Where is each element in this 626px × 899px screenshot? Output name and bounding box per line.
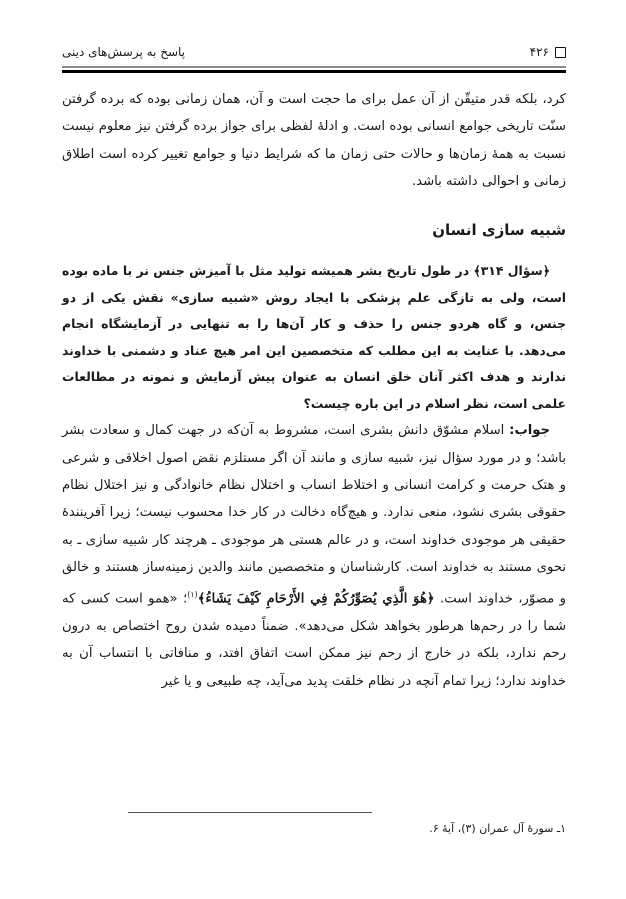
answer-label: جواب: <box>509 423 550 439</box>
section-heading: شبیه سازی انسان <box>432 221 566 240</box>
page-number: ۴۲۶ <box>529 45 549 59</box>
footnote: ۱ـ سورهٔ آل عمران (۳)، آیهٔ ۶. <box>429 822 566 835</box>
footnote-separator <box>128 812 372 813</box>
question-paragraph <box>62 258 566 417</box>
quran-verse: ﴿هُوَ الَّذِي يُصَوِّرُكُمْ فِي الأَرْحَامِ كَيْفَ يَشَاءُ﴾ <box>197 591 435 607</box>
running-header <box>62 42 566 62</box>
question-label: ﴿سؤال ۳۱۴﴾ <box>473 263 550 279</box>
answer-paragraph <box>62 417 566 694</box>
footnote-reference[interactable]: (۱) <box>187 590 198 600</box>
page-body <box>62 86 566 695</box>
question-text: در طول تاریخ بشر همیشه تولید مثل با آمیزش جنس نر با ماده بوده است، ولی به تازگی علم پزشکی با ایجاد روش «شبیه سازی» نقش یکی از دو جنس، و گاه هردو جنس را حذف و کار آن‌ها را به تنهایی در آزمایشگاه انجام می‌دهد. با عنایت به این مطلب که متخصصین این امر هیچ عناد و دشمنی با خداوند ندارند و هدف اکثر آنان خلق انسان به عنوان پیش آزمایش و نمونه در مطالعات علمی است، نظر اسلام در این باره چیست؟ <box>62 263 566 411</box>
answer-text-2: ؛ «همو است کسی که شما را در رحم‌ها هرطور بخواهد شکل می‌دهد». ضمناً دمیده شدن روح اختصاص به درون رحم ندارد، بلکه در خارج از رحم نیز ممکن است اتفاق افتد، و منافاتی با انتساب آن به خداوند ندارد؛ زیرا تمام آنچه در نظام خلقت پدید می‌آید، چه طبیعی و یا غیر <box>62 591 566 689</box>
answer-text-1: اسلام مشوّق دانش بشری است، مشروط به آن‌که در جهت کمال و سعادت بشر باشد؛ و در مورد سؤال نیز، شبیه سازی و مانند آن اگر مستلزم نقض اصول اخلاقی و شرعی و هتک حرمت و کرامت انسانی و اختلاط انساب و اختلال نظام خانوادگی و نیز اختلال نظام حقوقی بشری نشود، منعی ندارد. و هیچ‌گاه دخالت در کار خدا محسوب نیست؛ زیرا آفرینندهٔ حقیقی هر موجودی خداوند است، و در عالم هستی هر موجودی ـ هرچند کار شبیه سازی ـ به نحوی مستند به خداوند است. کارشناسان و متخصصین مانند والدین زمینه‌ساز هستند و خالق و مصوّر، خداوند است. <box>62 423 566 607</box>
header-rule-thin <box>62 66 566 68</box>
square-box-icon <box>555 47 566 58</box>
intro-paragraph: کرد، بلکه قدر متیقّن از آن عمل برای ما حجت است و آن، همان زمانی بوده که برده گرفتن سنّت تاریخی جوامع انسانی بوده است. و ادلهٔ لفظی برای جواز برده گرفتن نیز معلوم نیست نسبت به همهٔ زمان‌ها و حالات حتی زمان ما که شرایط دنیا و جوامع تغییر کرده است اطلاق زمانی و احوالی داشته باشد. <box>62 92 566 189</box>
book-title: پاسخ به پرسش‌های دینی <box>62 45 186 59</box>
header-rule-thick <box>62 70 566 73</box>
page-number-block <box>530 45 566 59</box>
